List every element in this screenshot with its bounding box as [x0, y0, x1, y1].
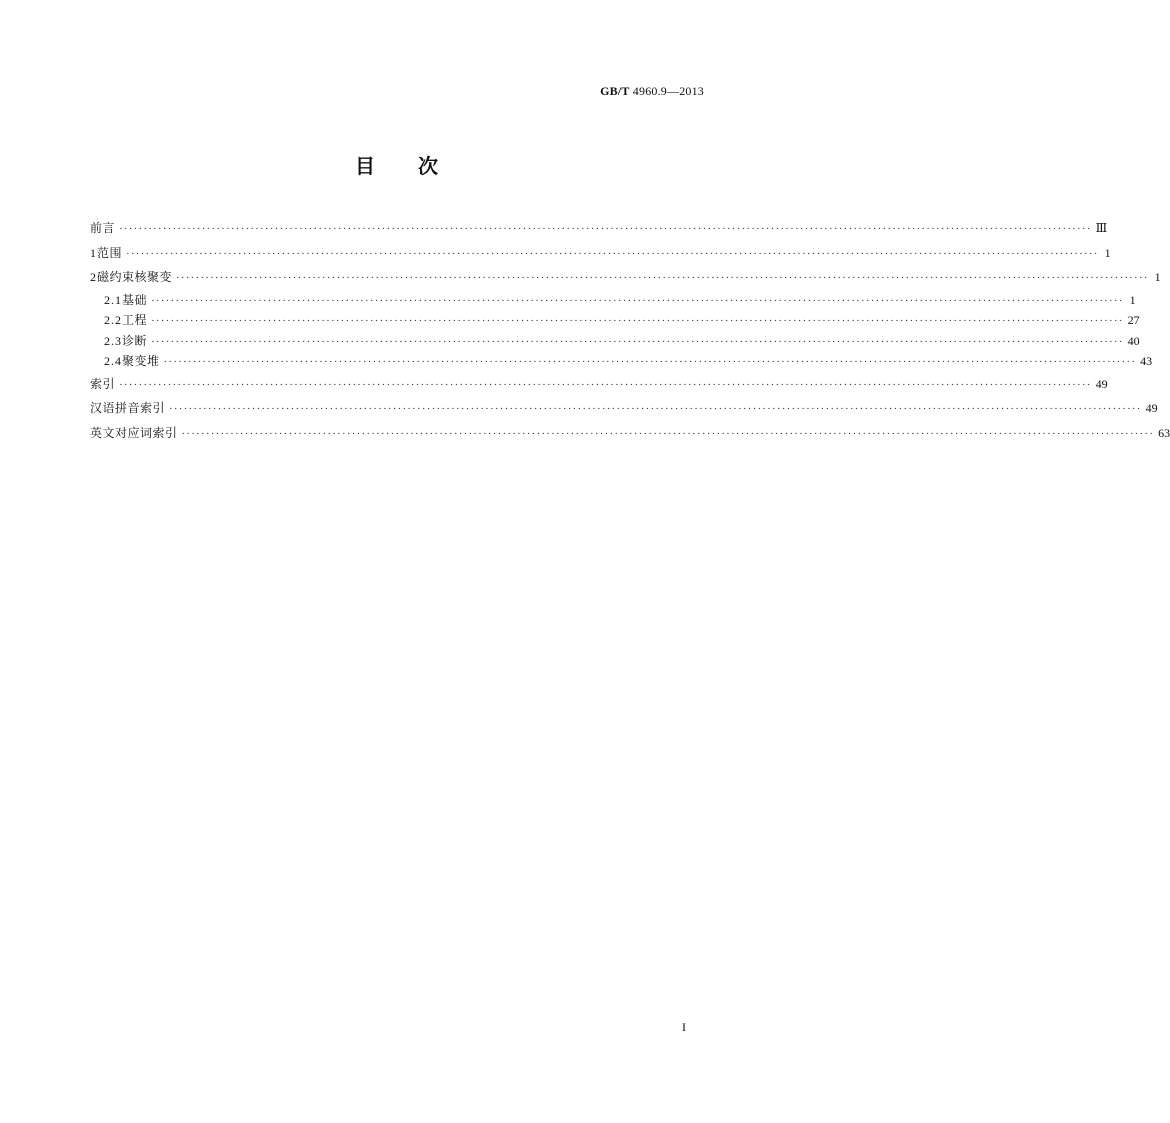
dot-leader: ········································································································································································································ — [119, 223, 1092, 235]
toc-entry-page: 1 — [1104, 245, 1111, 260]
toc-entry-diagnostics[interactable] — [90, 331, 1140, 352]
toc-entry-page: 1 — [1154, 270, 1161, 284]
toc-entry-number: 1 — [90, 245, 97, 260]
toc-entry-number: 2 — [90, 270, 97, 284]
toc-entry-fusion-reactor[interactable] — [90, 351, 1153, 372]
toc-entry-label: 基础 — [122, 292, 148, 307]
page-number: I — [682, 1020, 686, 1034]
standard-code — [600, 84, 704, 99]
toc-entry-label: 磁约束核聚变 — [97, 270, 173, 284]
toc-entry-english-index[interactable] — [90, 421, 1170, 446]
standard-number: 4960.9—2013 — [632, 84, 704, 98]
dot-leader: ········································································································································································································ — [176, 272, 1149, 284]
toc-entry-label: 范围 — [97, 245, 123, 260]
toc-entry-page: 63 — [1158, 425, 1170, 440]
toc-entry-label: 英文对应词索引 — [90, 425, 178, 440]
toc-entry-label: 工程 — [122, 313, 148, 327]
toc-entry-label: 汉语拼音索引 — [90, 401, 166, 415]
toc-entry-label: 索引 — [90, 376, 116, 391]
table-of-contents — [90, 216, 1170, 445]
toc-entry-page: 43 — [1140, 354, 1153, 368]
toc-entry-magnetic-confinement-fusion[interactable] — [90, 265, 1161, 290]
dot-leader: ········································································································································································································ — [126, 247, 1099, 260]
toc-entry-fundamentals[interactable] — [90, 290, 1136, 311]
toc-entry-scope[interactable] — [90, 241, 1111, 266]
toc-entry-page: 49 — [1145, 401, 1158, 415]
toc-entry-preface[interactable] — [90, 216, 1108, 241]
dot-leader: ········································································································································································································ — [151, 335, 1124, 348]
toc-entry-page: 49 — [1095, 376, 1108, 391]
dot-leader: ········································································································································································································ — [169, 403, 1142, 415]
toc-entry-pinyin-index[interactable] — [90, 396, 1158, 421]
toc-entry-number: 2.3 — [104, 333, 122, 348]
toc-title — [0, 150, 794, 179]
dot-leader: ········································································································································································································ — [163, 356, 1137, 368]
standard-prefix: GB/T — [600, 84, 630, 98]
toc-entry-number: 2.1 — [104, 292, 122, 307]
toc-entry-page: 27 — [1127, 313, 1140, 327]
toc-entry-page: 1 — [1129, 292, 1136, 307]
dot-leader: ········································································································································································································ — [181, 427, 1155, 440]
toc-entry-label: 前言 — [90, 221, 116, 235]
toc-entry-index[interactable] — [90, 372, 1108, 397]
toc-title-right: 次 — [418, 154, 439, 178]
toc-entry-label: 诊断 — [122, 333, 148, 348]
toc-entry-engineering[interactable] — [90, 310, 1140, 331]
toc-entry-number: 2.4 — [104, 354, 122, 368]
toc-entry-page: Ⅲ — [1095, 221, 1108, 235]
dot-leader: ········································································································································································································ — [151, 294, 1124, 307]
dot-leader: ········································································································································································································ — [119, 378, 1092, 391]
toc-entry-label: 聚变堆 — [122, 354, 160, 368]
toc-entry-number: 2.2 — [104, 313, 122, 327]
toc-title-left: 目 — [355, 154, 376, 178]
toc-entry-page: 40 — [1127, 333, 1140, 348]
dot-leader: ········································································································································································································ — [151, 315, 1124, 327]
